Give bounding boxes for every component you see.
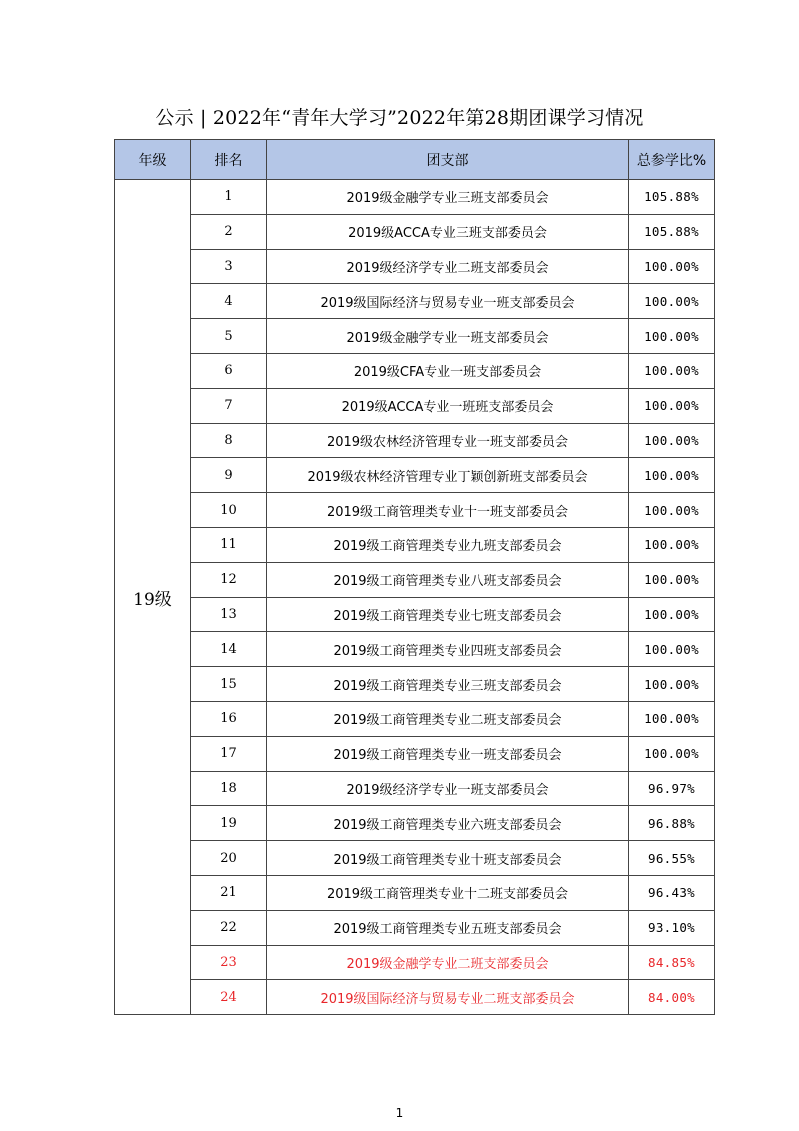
table-row	[115, 945, 715, 980]
table-row	[115, 527, 715, 562]
ratio-cell: 100.00%	[629, 562, 715, 597]
branch-cell: 2019级经济学专业二班支部委员会	[267, 249, 629, 284]
table-header-row	[115, 140, 715, 180]
branch-cell: 2019级工商管理类专业八班支部委员会	[267, 562, 629, 597]
table-row	[115, 875, 715, 910]
table-row	[115, 771, 715, 806]
table-row	[115, 249, 715, 284]
table-row	[115, 597, 715, 632]
ranking-table	[114, 139, 715, 1015]
header-grade: 年级	[115, 140, 191, 180]
branch-cell: 2019级工商管理类专业四班支部委员会	[267, 632, 629, 667]
branch-cell: 2019级金融学专业三班支部委员会	[267, 180, 629, 215]
branch-cell: 2019级工商管理类专业七班支部委员会	[267, 597, 629, 632]
ratio-cell: 93.10%	[629, 910, 715, 945]
rank-cell: 1	[191, 180, 267, 215]
page-number: 1	[395, 1106, 404, 1120]
table-row	[115, 841, 715, 876]
table-row	[115, 562, 715, 597]
rank-cell: 13	[191, 597, 267, 632]
table-row	[115, 910, 715, 945]
ratio-cell: 105.88%	[629, 214, 715, 249]
rank-cell: 23	[191, 945, 267, 980]
branch-cell: 2019级国际经济与贸易专业二班支部委员会	[267, 980, 629, 1015]
branch-cell: 2019级ACCA专业一班班支部委员会	[267, 388, 629, 423]
ratio-cell: 100.00%	[629, 493, 715, 528]
table-row	[115, 319, 715, 354]
ratio-cell: 100.00%	[629, 597, 715, 632]
rank-cell: 10	[191, 493, 267, 528]
rank-cell: 2	[191, 214, 267, 249]
rank-cell: 24	[191, 980, 267, 1015]
branch-cell: 2019级CFA专业一班支部委员会	[267, 353, 629, 388]
table-row	[115, 701, 715, 736]
rank-cell: 6	[191, 353, 267, 388]
ratio-cell: 84.85%	[629, 945, 715, 980]
branch-cell: 2019级农林经济管理专业一班支部委员会	[267, 423, 629, 458]
branch-cell: 2019级经济学专业一班支部委员会	[267, 771, 629, 806]
table-row	[115, 284, 715, 319]
rank-cell: 7	[191, 388, 267, 423]
table-row	[115, 736, 715, 771]
ratio-cell: 96.97%	[629, 771, 715, 806]
ratio-cell: 105.88%	[629, 180, 715, 215]
table-row	[115, 458, 715, 493]
rank-cell: 11	[191, 527, 267, 562]
grade-cell: 19级	[115, 180, 191, 1015]
rank-cell: 21	[191, 875, 267, 910]
ratio-cell: 100.00%	[629, 701, 715, 736]
ratio-cell: 100.00%	[629, 736, 715, 771]
ratio-cell: 100.00%	[629, 284, 715, 319]
table-row	[115, 180, 715, 215]
table-row	[115, 980, 715, 1015]
branch-cell: 2019级工商管理类专业九班支部委员会	[267, 527, 629, 562]
rank-cell: 5	[191, 319, 267, 354]
ratio-cell: 84.00%	[629, 980, 715, 1015]
branch-cell: 2019级ACCA专业三班支部委员会	[267, 214, 629, 249]
rank-cell: 8	[191, 423, 267, 458]
branch-cell: 2019级金融学专业二班支部委员会	[267, 945, 629, 980]
header-branch: 团支部	[267, 140, 629, 180]
ratio-cell: 96.43%	[629, 875, 715, 910]
branch-cell: 2019级国际经济与贸易专业一班支部委员会	[267, 284, 629, 319]
ratio-cell: 100.00%	[629, 632, 715, 667]
rank-cell: 14	[191, 632, 267, 667]
rank-cell: 16	[191, 701, 267, 736]
branch-cell: 2019级工商管理类专业十二班支部委员会	[267, 875, 629, 910]
table-row	[115, 388, 715, 423]
table-row	[115, 423, 715, 458]
table-row	[115, 214, 715, 249]
ratio-cell: 100.00%	[629, 423, 715, 458]
header-ratio: 总参学比%	[629, 140, 715, 180]
ratio-cell: 100.00%	[629, 527, 715, 562]
branch-cell: 2019级农林经济管理专业丁颖创新班支部委员会	[267, 458, 629, 493]
rank-cell: 19	[191, 806, 267, 841]
ratio-cell: 100.00%	[629, 319, 715, 354]
rank-cell: 4	[191, 284, 267, 319]
branch-cell: 2019级工商管理类专业三班支部委员会	[267, 667, 629, 702]
rank-cell: 9	[191, 458, 267, 493]
ratio-cell: 96.88%	[629, 806, 715, 841]
rank-cell: 15	[191, 667, 267, 702]
table-row	[115, 632, 715, 667]
branch-cell: 2019级工商管理类专业十班支部委员会	[267, 841, 629, 876]
header-rank: 排名	[191, 140, 267, 180]
rank-cell: 12	[191, 562, 267, 597]
branch-cell: 2019级工商管理类专业六班支部委员会	[267, 806, 629, 841]
ratio-cell: 100.00%	[629, 388, 715, 423]
table-row	[115, 493, 715, 528]
ratio-cell: 100.00%	[629, 353, 715, 388]
branch-cell: 2019级工商管理类专业五班支部委员会	[267, 910, 629, 945]
ratio-cell: 100.00%	[629, 458, 715, 493]
branch-cell: 2019级工商管理类专业一班支部委员会	[267, 736, 629, 771]
page-title: 公示 | 2022年“青年大学习”2022年第28期团课学习情况	[155, 107, 644, 129]
rank-cell: 17	[191, 736, 267, 771]
ratio-cell: 96.55%	[629, 841, 715, 876]
branch-cell: 2019级金融学专业一班支部委员会	[267, 319, 629, 354]
ratio-cell: 100.00%	[629, 249, 715, 284]
table-row	[115, 806, 715, 841]
rank-cell: 18	[191, 771, 267, 806]
table-row	[115, 667, 715, 702]
table-row	[115, 353, 715, 388]
table-body	[115, 180, 715, 1015]
rank-cell: 20	[191, 841, 267, 876]
branch-cell: 2019级工商管理类专业二班支部委员会	[267, 701, 629, 736]
branch-cell: 2019级工商管理类专业十一班支部委员会	[267, 493, 629, 528]
rank-cell: 22	[191, 910, 267, 945]
ratio-cell: 100.00%	[629, 667, 715, 702]
rank-cell: 3	[191, 249, 267, 284]
